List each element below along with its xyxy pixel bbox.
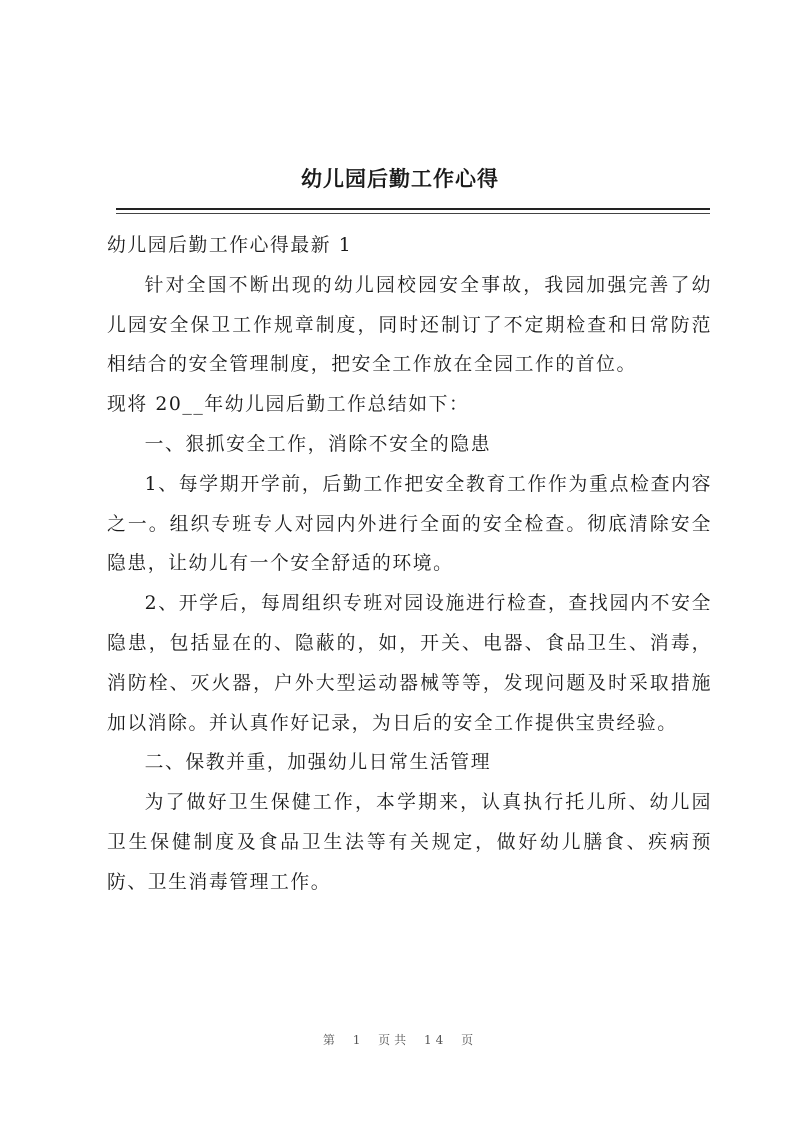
footer-total-pages: 14: [424, 1033, 448, 1047]
footer-mid: 页共: [378, 1033, 411, 1047]
document-subtitle: 幼儿园后勤工作心得最新 1: [107, 235, 353, 256]
document-body: [107, 226, 712, 903]
footer-suffix: 页: [461, 1033, 478, 1047]
section-heading-1: 一、狠抓安全工作，消除不安全的隐患: [144, 433, 492, 455]
paragraph-intro: 针对全国不断出现的幼儿园校园安全事故，我园加强完善了幼儿园安全保卫工作规章制度，同时还制订了不定期检查和日常防范相结合的安全管理制度，把安全工作放在全园工作的首位。: [107, 274, 712, 376]
paragraph-item-2: 2、开学后，每周组织专班对园设施进行检查，查找园内不安全隐患，包括显在的、隐蔽的，如，开关、电器、食品卫生、消毒，消防栓、灭火器，户外大型运动器械等等，发现问题及时采取措施加以消除。并认真作好记录，为日后的安全工作提供宝贵经验。: [107, 593, 712, 734]
paragraph-summary-line: 现将 20__年幼儿园后勤工作总结如下：: [107, 394, 470, 416]
title-divider: [116, 208, 710, 210]
footer-page-number: 1: [352, 1033, 365, 1047]
page-title: 幼儿园后勤工作心得: [301, 167, 499, 191]
title-divider-thin: [116, 213, 710, 214]
paragraph-item-1: 1、每学期开学前，后勤工作把安全教育工作作为重点检查内容之一。组织专班专人对园内外进行全面的安全检查。彻底清除安全隐患，让幼儿有一个安全舒适的环境。: [107, 473, 712, 575]
section-heading-2: 二、保教并重，加强幼儿日常生活管理: [144, 752, 492, 774]
page-footer: [0, 1031, 800, 1048]
footer-prefix: 第: [322, 1033, 339, 1047]
paragraph-health: 为了做好卫生保健工作，本学期来，认真执行托儿所、幼儿园卫生保健制度及食品卫生法等有关规定，做好幼儿膳食、疾病预防、卫生消毒管理工作。: [107, 792, 712, 893]
